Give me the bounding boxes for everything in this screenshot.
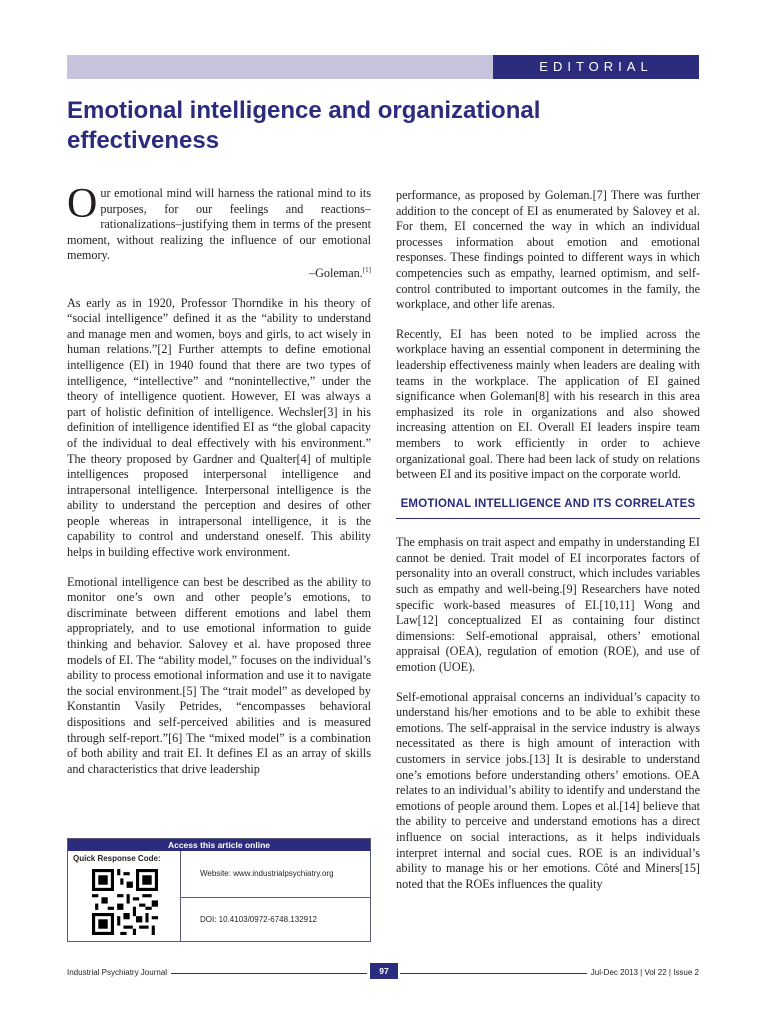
paragraph: Recently, EI has been noted to be implied across the workplace having an essential component in determining the leadership effectiveness mainly when leaders are dealing with teams in the workplace. The application of EI gained significance when Goleman[8] with his research in this area emphasized its role in organizations and also showed increasing attention on EI. Overall EI leaders inspire team members to work efficiently in order to achieve organizational goal. There had been lack of study on relations between EI and its positive impact on the corporate world. — [396, 326, 700, 482]
access-article-box — [67, 838, 371, 942]
section-label: EDITORIAL — [539, 59, 653, 74]
article-title: Emotional intelligence and organizational effectiveness — [67, 97, 541, 154]
paragraph: As early as in 1920, Professor Thorndike in his theory of “social intelligence” defined it as the “ability to understand and manage men and women, boys and girls, to act wisely in human relations.”[2] Further attempts to define emotional intelligence (EI) in 1940 found that there are two types of intelligence, “intellective” and “nonintellective,” under the theory of intelligence quotient. However, EI was always a part of holistic definition of intelligence. Wechsler[3] in his definition of intelligence identified EI as “the global capacity of the individual to deal effectively with his environment.” The theory proposed by Gardner and Qualter[4] of multiple intelligences proposed interpersonal intelligence and intrapersonal intelligence. Interpersonal intelligence is the ability to understand the perception and desires of other people whereas in intrapersonal intelligence, it is the capability to control and understand oneself. This ability helps in building effective work environment. — [67, 295, 371, 560]
qr-label: Quick Response Code: — [73, 854, 161, 863]
section-heading: EMOTIONAL INTELLIGENCE AND ITS CORRELATES — [400, 497, 696, 510]
qr-cell — [68, 851, 181, 941]
doi-cell — [180, 897, 370, 941]
paragraph: Self-emotional appraisal concerns an individual’s capacity to understand his/her emotions and to be able to exhibit these emotions. The self-appraisal in the service industry is always necessitated as there is high amount of interaction with customers in service jobs.[13] It is desirable to understand one’s emotions before understanding others’ emotions. OEA relates to an individual’s ability to identify and understand the emotions of people around them. Lopes et al.[14] believe that the ability to perceive and understand emotions has a direct influence on social interactions, as it helps individuals interpret internal and social cues. ROE is an individual’s ability to manage his or her emotions. Côté and Miners[15] noted that the ROEs influences the quality — [396, 689, 700, 891]
epigraph — [67, 181, 371, 264]
doi-text: DOI: 10.4103/0972-6748.132912 — [200, 915, 317, 924]
drop-cap: O — [67, 181, 98, 227]
page-number: 97 — [370, 963, 398, 979]
attribution-ref: [1] — [362, 265, 371, 274]
epigraph-attribution — [67, 266, 371, 282]
attribution-text: –Goleman. — [309, 265, 363, 280]
epigraph-text: ur emotional mind will harness the rational mind to its purposes, for our feelings and reactions–rationalizations–justifying them in terms of the present moment, without realizing the influence of our emotional memory. — [67, 186, 371, 263]
left-column — [67, 181, 371, 791]
paragraph: The emphasis on trait aspect and empathy in understanding EI cannot be denied. Trait model of EI incorporates factors of personality into an overall construct, which includes variables such as empathy and well-being.[9] Researchers have noted specific work-based measures of EI.[10,11] Wong and Law[12] conceptualized EI as containing four distinct dimensions: Self-emotional appraisal, others’ emotional appraisal (OEA), regulation of emotion (ROE), and use of emotion (UOE). — [396, 535, 700, 675]
right-column — [396, 188, 700, 906]
section-divider — [396, 518, 700, 519]
footer-journal-name: Industrial Psychiatry Journal — [67, 968, 171, 977]
paragraph: performance, as proposed by Goleman.[7] There was further addition to the concept of EI as enumerated by Salovey et al. For them, EI concerned the way in which an individual processes information about emotion and emotional responses. These findings pointed to different ways in which competencies such as empathy, learned optimism, and self-control contributed to important outcomes in the family, the workplace, and other life arenas. — [396, 188, 700, 312]
paragraph: Emotional intelligence can best be described as the ability to monitor one’s own and other people’s emotions, to discriminate between different emotions and label them appropriately, and to use emotional information to guide thinking and behavior. Salovey et al. have proposed three models of EI. The “ability model,” focuses on the individual’s ability to process emotional information and use it to navigate the social environment.[5] The “trait model” as developed by Konstantin Vasily Petrides, “encompasses behavioral dispositions and self-perceived abilities and is measured through self-report.”[6] The “mixed model” is a combination of both ability and trait EI. It defines EI as an array of skills and characteristics that drive leadership — [67, 574, 371, 776]
website-cell — [180, 851, 370, 898]
qr-code-icon[interactable] — [92, 869, 158, 935]
footer-issue-info: Jul-Dec 2013 | Vol 22 | Issue 2 — [587, 968, 699, 977]
access-box-heading: Access this article online — [68, 839, 370, 851]
website-link[interactable]: Website: www.industrialpsychiatry.org — [200, 869, 334, 878]
